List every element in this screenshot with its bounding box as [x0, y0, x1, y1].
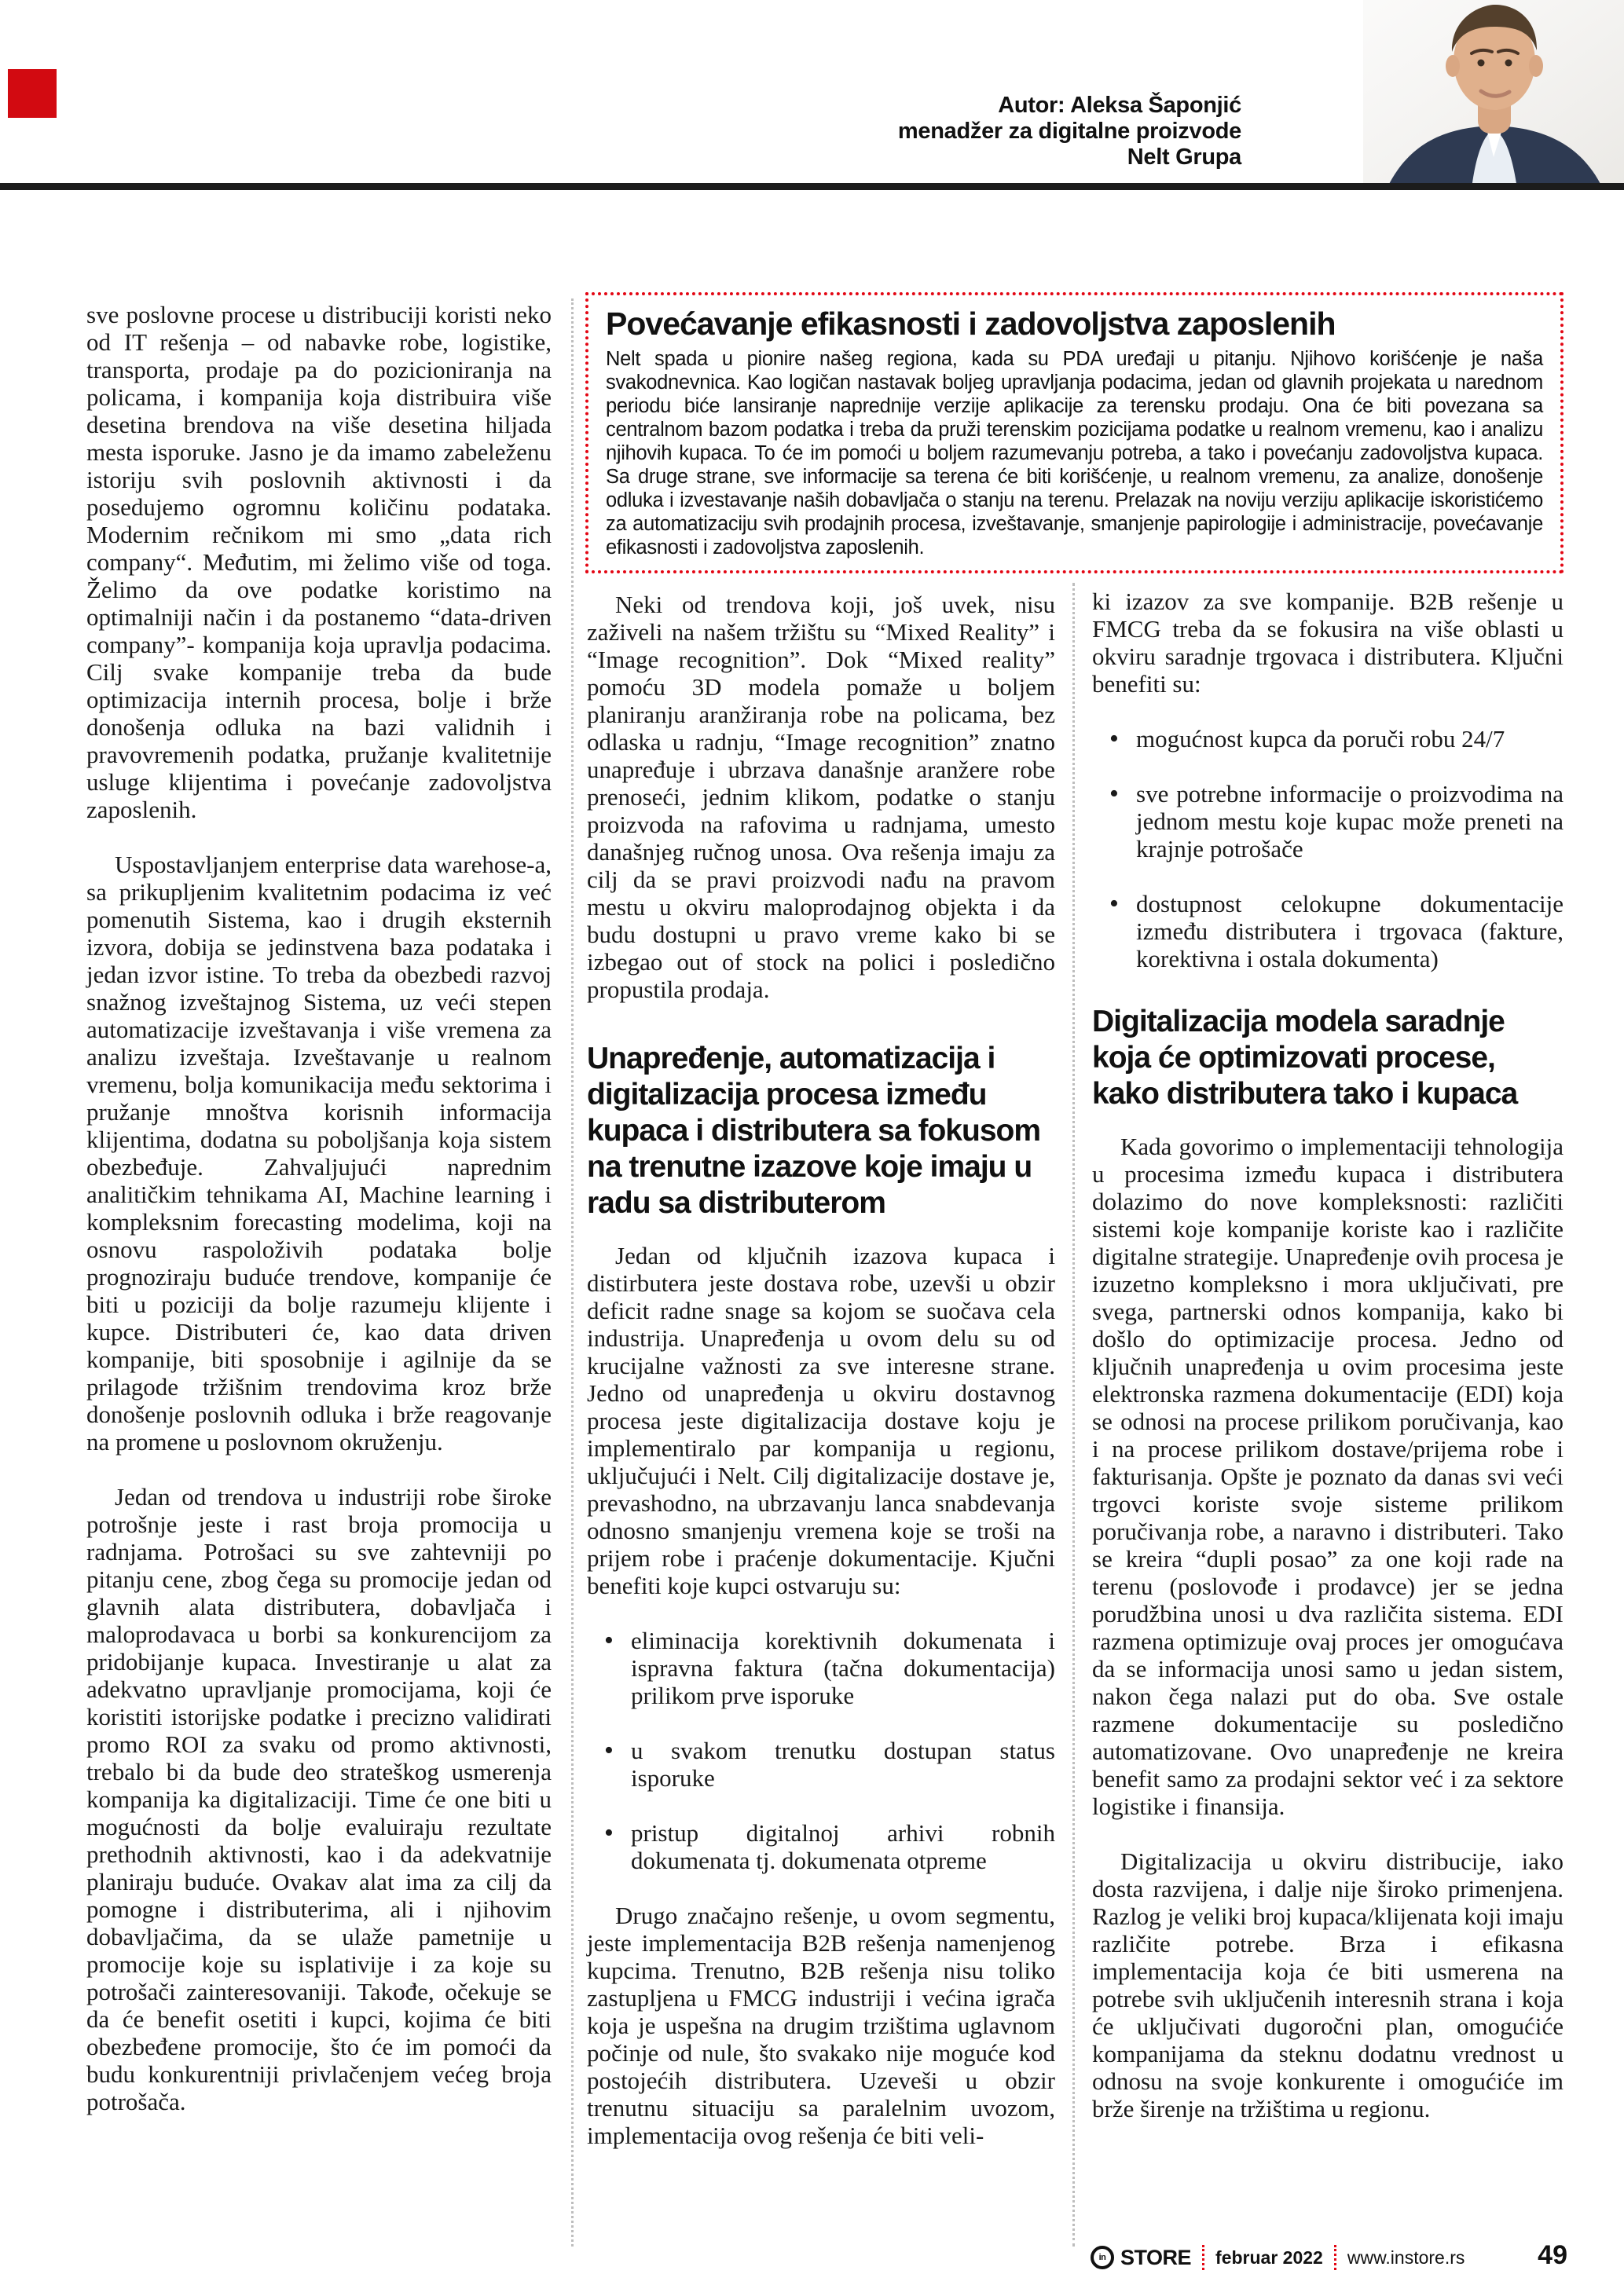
benefits-list	[1092, 725, 1564, 972]
benefits-list	[587, 1627, 1055, 1874]
author-block	[707, 93, 1241, 170]
list-item: • sve potrebne informacije o proizvodima na jednom mestu koje kupac može preneti na krajnje potrošače	[1092, 780, 1564, 862]
highlight-box-body: Nelt spada u pionire našeg regiona, kada su PDA uređaji u pitanju. Njihovo korišćenje je naša svakodnevnica. Kao logičan nastavak boljeg upravljanja podacima, jedan od glavnih projekata u narednom periodu biće lansiranje naprednije verzije aplikacije za terensku prodaju. Ona će biti povezana sa centralnom bazom podatka i treba da pruži terenskim pozicijama podatke u realnom vremenu, kao i analizu njihovih kupaca. To će im pomoći u boljem razumevanju potreba, a tako i povećanju zadovoljstva kupaca. Sa druge strane, sve informacije sa terena će biti korišćenje, u realnom vremenu, za analize, donošenje odluka i izvestavanje naših dobavljača o stanju na terenu. Prelazak na noviju verziju aplikacije iskoristićemo za automatizaciju svih prodajnih procesa, izveštavanje, smanjenje papirologije i administracije, povećavanje efikasnosti i zadovoljstva zaposlenih.	[606, 348, 1543, 558]
list-item: • eliminacija korektivnih dokumenata i ispravna faktura (tačna dokumentacija) prilikom prve isporuke	[587, 1627, 1055, 1709]
footer-separator	[1202, 2245, 1204, 2270]
column-divider-left	[571, 298, 574, 2247]
instore-brand	[1091, 2246, 1191, 2270]
section-heading: Digitalizacija modela saradnje koja će optimizovati procese, kako distributera tako i kupaca	[1092, 1005, 1518, 1111]
highlight-box-title: Povećavanje efikasnosti i zadovoljstva zaposlenih	[606, 306, 1336, 342]
list-item: • pristup digitalnoj arhivi robnih dokumenata tj. dokumenata otpreme	[587, 1819, 1055, 1874]
author-photo	[1363, 0, 1624, 189]
page-footer	[1091, 2245, 1465, 2270]
header-divider-rule	[0, 183, 1624, 190]
footer-website-url: www.instore.rs	[1347, 2247, 1465, 2268]
body-paragraph: Uspostavljanjem enterprise data warehose-a, sa prikupljenim kvalitetnim podacima iz već pomenutih Sistema, kao i drugih eksternih izvora, dobija se jedinstvena baza podataka i jedan izvor istine. To treba da obezbedi razvoj snažnog izveštajnog Sistema, uz veći stepen automatizacije izveštavanja i više vremena za analizu izveštaja. Izveštavanje u realnom vremenu, bolja komunikacija među sektorima i pružanje mnoštva korisnih informacija klijentima, dodatna su poboljšanja koja sistem obezbeđuje. Zahvaljujući naprednim analitičkim tehnikama AI, Machine learning i kompleksnim forecasting modelima, koji na osnovu raspoloživih podataka bolje prognoziraju buduće trendove, kompanije će biti u poziciji da bolje razumeju klijente i kupce. Distributeri će, kao data driven kompanije, biti sposobnije i agilnije da se prilagode tržišnim trendovima kroz brže donošenje poslovnih odluka i brže reagovanje na promene u poslovnom okruženju.	[86, 851, 552, 1456]
author-name: Autor: Aleksa Šaponjić	[998, 93, 1241, 118]
body-paragraph: Digitalizacija u okviru distribucije, iako dosta razvijena, i dalje nije široko primenjena. Razlog je veliki broj kupaca/klijenata koji imaju različite potrebe. Brza i efikasna implementacija koja će biti usmerena na potrebe svih uključenih interesnih strana i koja će uključivati dugoročni plan, omogućiće kompanijama da steknu dodatnu vrednost u odnosu na svoje konkurente i omogućiće im brže širenje na tržištima u regionu.	[1092, 1847, 1564, 2122]
body-paragraph: ki izazov za sve kompanije. B2B rešenje u FMCG treba da se fokusira na više oblasti u okviru saradnje trgovaca i distributera. Ključni benefiti su:	[1092, 588, 1564, 698]
body-paragraph: Jedan od trendova u industriji robe široke potrošnje jeste i rast broja promocija u radnjama. Potrošaci su sve zahtevniji po pitanju cene, zbog čega su promocije jedan od glavnih alata distributera, dobavljača i maloprodavaca u borbi sa konkurencijom za pridobijanje kupaca. Investiranje u alat za adekvatno upravljanje promocijama, koji će koristiti istorijske podatke i precizno validirati promo ROI za svaku od promo aktivnosti, trebalo bi da bude deo strateškog usmerenja kompanija ka digitalizaciji. Time će one biti u mogućnosti da bolje evaluiraju rezultate prethodnih aktivnosti, kao i da adekvatnije planiraju buduće. Ovakav alat ima za cilj da pomogne i distributerima, ali i njihovim dobavljačima, da se ulaže pametnije u promocije koje su isplativije i za koje su potrošači zainteresovaniji. Takođe, očekuje se da će benefit osetiti i kupci, kojima će biti obezbeđene promocije, što će im pomoći da budu konkurentniji privlačenjem većeg broja potrošača.	[86, 1483, 552, 2115]
brand-name: STORE	[1120, 2245, 1192, 2269]
body-paragraph: Jedan od ključnih izazova kupaca i distirbutera jeste dostava robe, uzevši u obzir deficit radne snage sa kojom se suočava cela industrija. Unapređenja u ovom delu su od krucijalne važnosti za sve interesne strane. Jedno od unapređenja u okviru dostavnog procesa jeste digitalizacija dostave koju je implementiralo par kompanija u regionu, uključujući i Nelt. Cilj digitalizacije dostave je, prevashodno, na ubrzavanju lanca snabdevanja odnosno smanjenju vremena koje se troši na prijem robe i praćenje dokumentacije. Kjučni benefiti koje kupci ostvaruju su:	[587, 1242, 1055, 1599]
list-item: • dostupnost celokupne dokumentacije između distributera i trgovaca (fakture, korektivna i ostala dokumenta)	[1092, 890, 1564, 972]
author-role: menadžer za digitalne proizvode	[897, 119, 1241, 144]
list-item: • mogućnost kupca da poruči robu 24/7	[1092, 725, 1564, 753]
section-heading: Unapređenje, automatizacija i digitalizacija procesa između kupaca i distributera sa fokusom na trenutne izazove koje imaju u radu sa distributerom	[587, 1042, 1041, 1220]
footer-issue-date: februar 2022	[1215, 2247, 1323, 2268]
column-divider-right	[1072, 583, 1075, 2247]
body-paragraph: Kada govorimo o implementaciji tehnologija u procesima između kupaca i distributera dolazimo do nove kompleksnosti: različiti sistemi koje kompanije koriste kao i različite digitalne strategije. Unapređenje ovih procesa je izuzetno kompleksno i mora uključivati, pre svega, partnerski odnos kompanija, kako bi došlo do optimizacije procesa. Jedno od ključnih unapređenja u ovim procesima jeste elektronska razmena dokumentacije (EDI) koja se odnosi na procese prilikom poručivanja, kao i na procese prilikom dostave/prijema robe i fakturisanja. Opšte je poznato da danas svi veći trgovci koriste svoje sisteme prilikom poručivanja robe, a naravno i distributeri. Tako se kreira “dupli posao” za one koji rade na terenu (poslovođe i prodavce) jer se jedna porudžbina unosi u dva različita sistema. EDI razmena optimizuje ovaj proces jer omogućava da se informacija unosi samo u jedan sistem, nakon čega nalazi put do oba. Sve ostale razmene dokumentacije su posledično automatizovane. Ovo unapređenje ne kreira benefit samo za prodajni sektor već i za sektore logistike i finansija.	[1092, 1133, 1564, 1820]
corner-red-square	[8, 69, 57, 118]
highlight-box	[585, 292, 1564, 573]
footer-separator	[1334, 2245, 1336, 2270]
body-paragraph: Drugo značajno rešenje, u ovom segmentu, jeste implementacija B2B rešenja namenjenog kupcima. Trenutno, B2B rešenja nisu toliko zastupljena u FMCG industriji i većina igrača koja je uspešna na drugim trzištima uglavnom počinje od nule, što svakako nije moguće kod postojećih distributera. Uzeveši u obzir trenutnu situaciju sa paralelnim uvozom, implementacija ovog rešenja će biti veli-	[587, 1902, 1055, 2149]
list-item: • u svakom trenutku dostupan status isporuke	[587, 1737, 1055, 1792]
column-1	[86, 301, 552, 2115]
instore-logo-icon: in	[1091, 2246, 1114, 2269]
column-3	[1092, 588, 1564, 2122]
body-paragraph: sve poslovne procese u distribuciji koristi neko od IT rešenja – od nabavke robe, logistike, transporta, prodaje pa do pozicioniranja na policama, i kompanija koja distribuira više desetina brendova na više desetina hiljada mesta isporuke. Jasno je da imamo zabeleženu istoriju svih poslovnih aktivnosti i da posedujemo ogromnu količinu podataka. Modernim rečnikom mi smo „data rich company“. Međutim, mi želimo više od toga. Želimo da ove podatke koristimo na optimalniji način i da postanemo “data-driven company”- kompanija koja upravlja podacima. Cilj svake kompanije treba da bude optimizacija internih procesa, bolje i brže donošenja odluka na bazi validnih i pravovremenih podatka, pružanje kvalitetnije usluge klijentima i povećanje zadovoljstva zaposlenih.	[86, 301, 552, 823]
page-number: 49	[1538, 2240, 1567, 2270]
author-company: Nelt Grupa	[1127, 145, 1241, 170]
column-2	[587, 591, 1055, 2149]
author-photo-illustration	[1363, 0, 1624, 189]
body-paragraph: Neki od trendova koji, još uvek, nisu zaživeli na našem tržištu su “Mixed Reality” i “Image recognition”. Dok “Mixed reality” pomoću 3D modela pomaže u boljem planiranju aranžiranja robe na policama, bez odlaska u radnju, “Image recognition” znatno unapređuje i ubrzava današnje aranžere robe prenoseći, jednim klikom, podatke o stanju proizvoda na rafovima u radnjama, umesto današnjeg ručnog unosa. Ova rešenja imaju za cilj da se pravi proizvodi nađu na pravom mestu u okviru maloprodajnog objekta i da budu dostupni u pravo vreme kako bi se izbegao out of stock na polici i posledično propustila prodaja.	[587, 591, 1055, 1003]
